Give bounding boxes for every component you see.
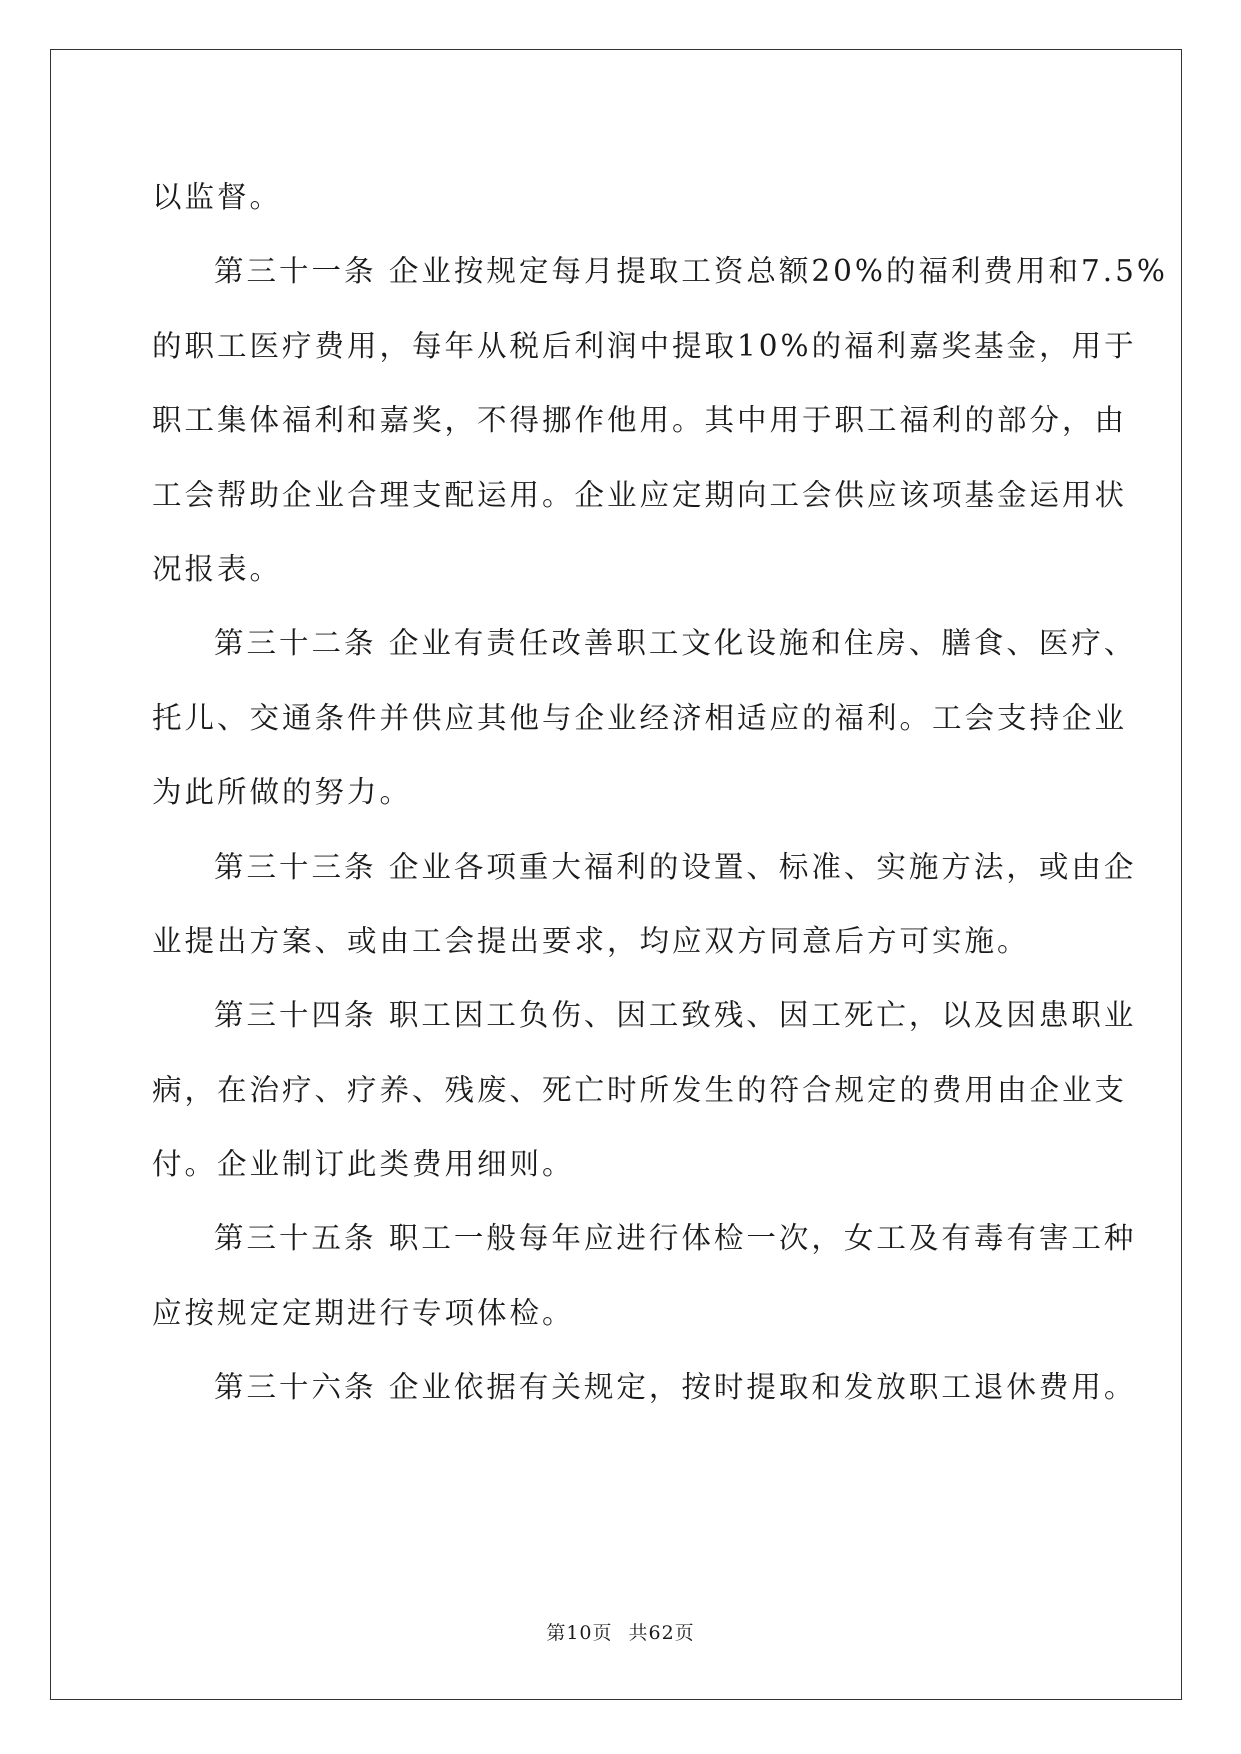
text-line: 托儿、交通条件并供应其他与企业经济相适应的福利。工会支持企业 bbox=[152, 700, 1128, 735]
text-line: 第三十二条 企业有责任改善职工文化设施和住房、膳食、医疗、 bbox=[214, 626, 1137, 661]
document-body bbox=[152, 160, 1168, 1425]
text-line: 第三十四条 职工因工负伤、因工致残、因工死亡，以及因患职业 bbox=[214, 998, 1137, 1033]
page-footer bbox=[0, 1618, 1241, 1645]
text-line: 第三十三条 企业各项重大福利的设置、标准、实施方法，或由企 bbox=[214, 849, 1137, 884]
text-line: 以监督。 bbox=[152, 180, 283, 214]
page-number: 第10页 bbox=[546, 1622, 613, 1644]
text-line: 的职工医疗费用，每年从税后利润中提取10%的福利嘉奖基金，用于 bbox=[152, 328, 1137, 363]
text-line: 病，在治疗、疗养、残废、死亡时所发生的符合规定的费用由企业支 bbox=[152, 1072, 1128, 1107]
page-total: 共62页 bbox=[628, 1622, 695, 1644]
text-line: 业提出方案、或由工会提出要求，均应双方同意后方可实施。 bbox=[152, 923, 1030, 958]
text-line: 工会帮助企业合理支配运用。企业应定期向工会供应该项基金运用状 bbox=[152, 477, 1128, 512]
text-line: 第三十六条 企业依据有关规定，按时提取和发放职工退休费用。 bbox=[214, 1370, 1137, 1405]
text-line: 第三十一条 企业按规定每月提取工资总额20%的福利费用和7.5% bbox=[214, 254, 1168, 289]
text-line: 应按规定定期进行专项体检。 bbox=[152, 1295, 575, 1330]
text-line: 为此所做的努力。 bbox=[152, 775, 413, 810]
text-line: 付。企业制订此类费用细则。 bbox=[152, 1147, 575, 1182]
text-line: 职工集体福利和嘉奖，不得挪作他用。其中用于职工福利的部分，由 bbox=[152, 403, 1128, 438]
text-line: 第三十五条 职工一般每年应进行体检一次，女工及有毒有害工种 bbox=[214, 1221, 1137, 1256]
text-line: 况报表。 bbox=[152, 551, 283, 586]
